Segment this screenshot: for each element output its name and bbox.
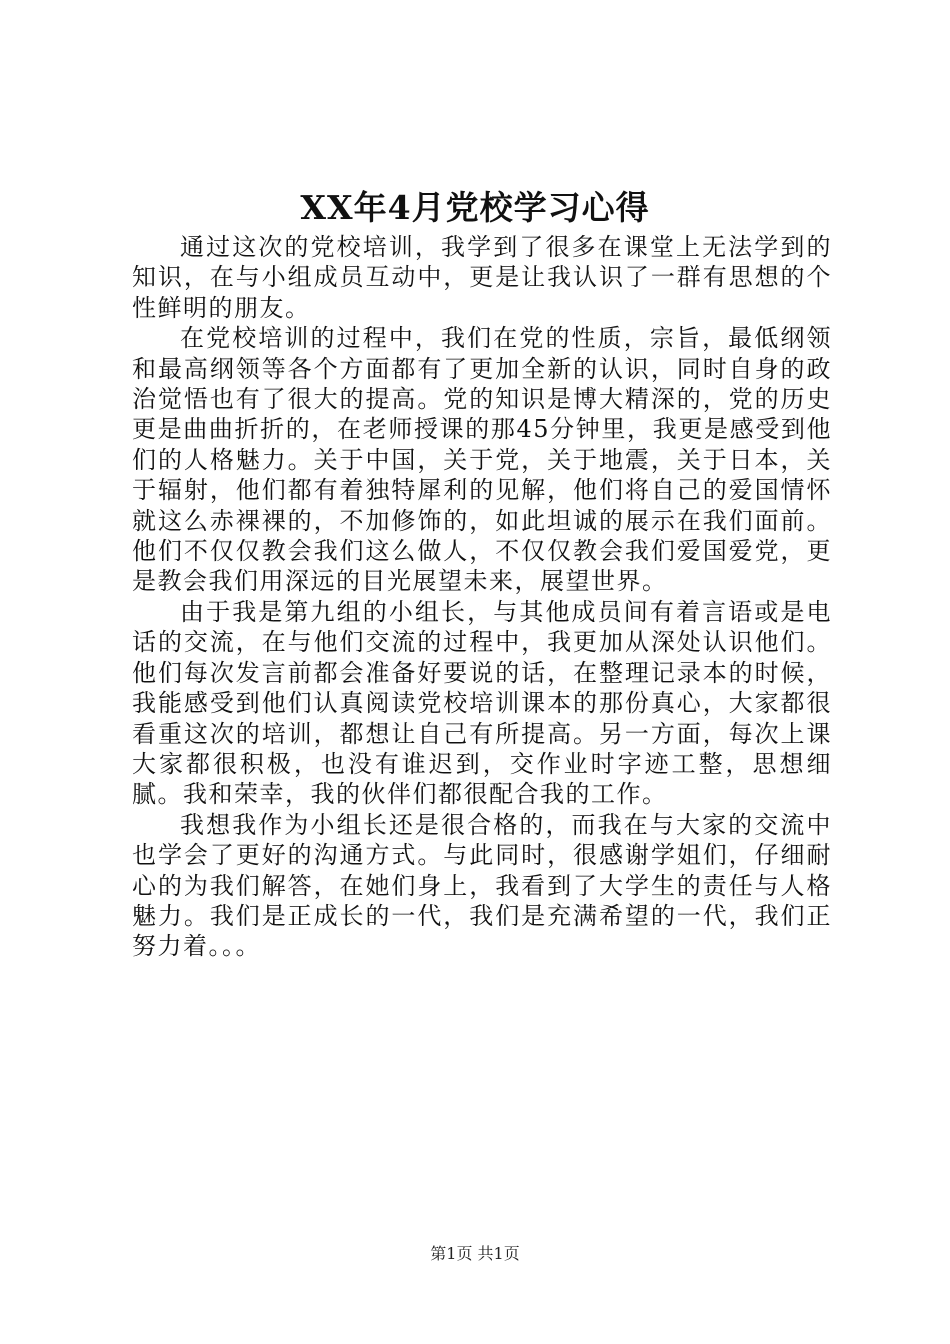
paragraph-3: 由于我是第九组的小组长，与其他成员间有着言语或是电话的交流，在与他们交流的过程中，我更加从深处认识他们。他们每次发言前都会准备好要说的话，在整理记录本的时候，我能感受到他们认真阅读党校培训课本的那份真心，大家都很看重这次的培训，都想让自己有所提高。另一方面，每次上课大家都很积极，也没有谁迟到，交作业时字迹工整，思想细腻。我和荣幸，我的伙伴们都很配合我的工作。 [132, 597, 832, 809]
paragraph-1: 通过这次的党校培训，我学到了很多在课堂上无法学到的知识，在与小组成员互动中，更是让我认识了一群有思想的个性鲜明的朋友。 [132, 233, 832, 322]
paragraph-4: 我想我作为小组长还是很合格的，而我在与大家的交流中也学会了更好的沟通方式。与此同时，很感谢学姐们，仔细耐心的为我们解答，在她们身上，我看到了大学生的责任与人格魅力。我们是正成长的一代，我们是充满希望的一代，我们正努力着。。。 [132, 810, 832, 961]
page-footer: 第1页 共1页 [430, 1244, 520, 1263]
document-title: XX年4月党校学习心得 [300, 188, 650, 227]
document-body [132, 232, 832, 962]
paragraph-2: 在党校培训的过程中，我们在党的性质，宗旨，最低纲领和最高纲领等各个方面都有了更加全新的认识，同时自身的政治觉悟也有了很大的提高。党的知识是博大精深的，党的历史更是曲曲折折的，在老师授课的那45分钟里，我更是感受到他们的人格魅力。关于中国，关于党，关于地震，关于日本，关于辐射，他们都有着独特犀利的见解，他们将自己的爱国情怀就这么赤裸裸的，不加修饰的，如此坦诚的展示在我们面前。他们不仅仅教会我们这么做人，不仅仅教会我们爱国爱党，更是教会我们用深远的目光展望未来，展望世界。 [132, 324, 832, 596]
